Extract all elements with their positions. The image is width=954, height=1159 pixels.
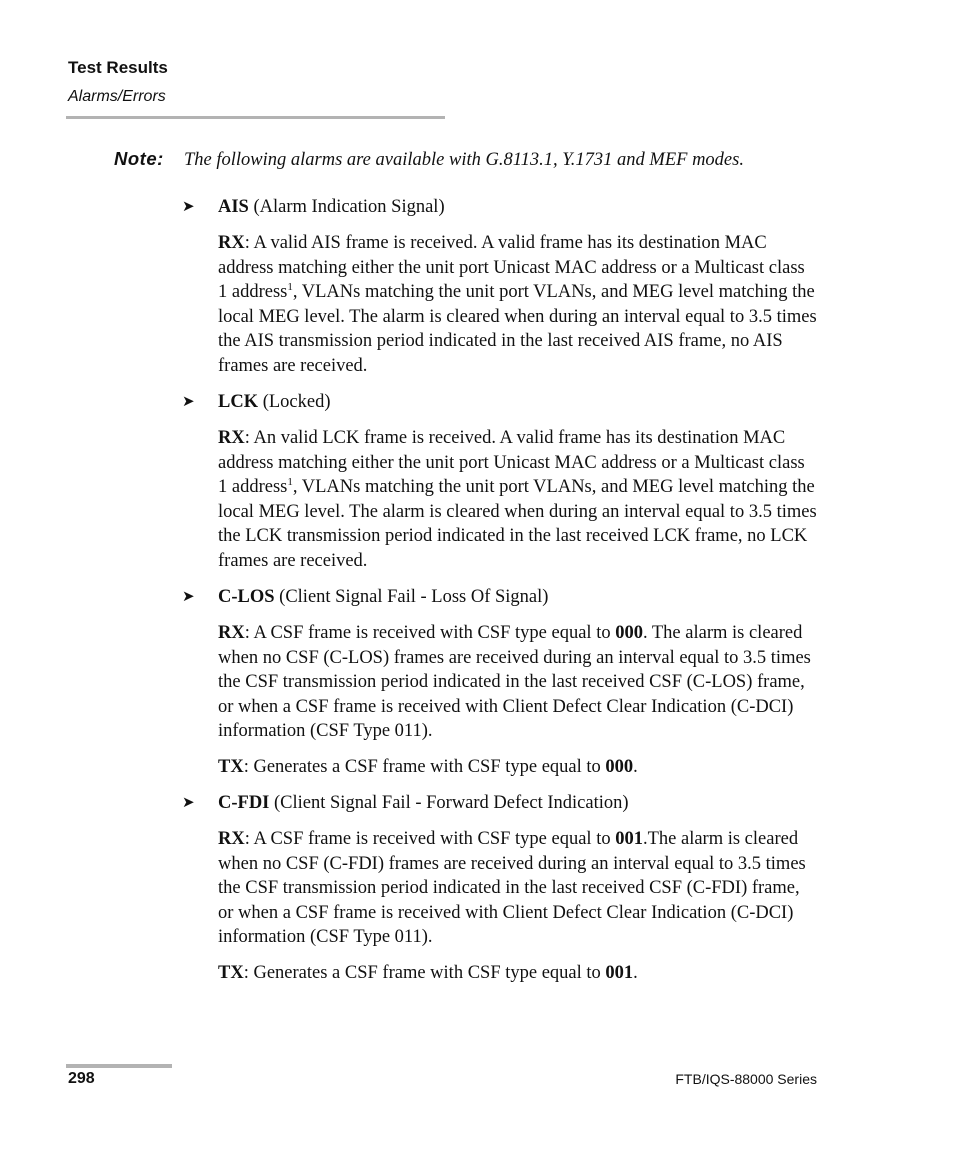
note <box>114 147 834 172</box>
alarm-code: LCK <box>218 392 259 412</box>
csf-type-value: 000 <box>605 757 634 777</box>
tx-text: . <box>633 963 638 983</box>
csf-type-value: 000 <box>615 623 643 643</box>
page-number: 298 <box>68 1070 95 1087</box>
footnote-marker: 1 <box>287 476 293 489</box>
tx-label: TX <box>218 963 244 983</box>
rx-text: , VLANs matching the unit port VLANs, and MEG level matching the local MEG level. The alarm is cleared when during an interval equal to 3.5 times the LCK transmission period indicated in the last received LCK frame, no LCK frames are received. <box>218 477 817 571</box>
alarm-code: AIS <box>218 197 249 217</box>
product-name: FTB/IQS-88000 Series <box>675 1071 817 1087</box>
note-label: Note: <box>114 148 164 169</box>
arrowhead-bullet-icon: ➤ <box>182 199 195 215</box>
rx-text: : An valid LCK frame is received. A valid frame has its destination MAC address matching either the unit port Unicast MAC address or a Multicast class 1 address <box>218 428 805 498</box>
alarm-tx-paragraph <box>218 755 818 780</box>
alarm-description: (Alarm Indication Signal) <box>253 197 445 217</box>
alarm-rx-paragraph <box>218 621 818 744</box>
rx-label: RX <box>218 623 245 643</box>
tx-text: : Generates a CSF frame with CSF type equal to <box>243 963 606 983</box>
arrowhead-bullet-icon: ➤ <box>182 795 195 811</box>
alarm-rx-paragraph <box>218 827 818 950</box>
csf-type-value: 001 <box>605 963 634 983</box>
alarm-code: C-FDI <box>218 793 270 813</box>
tx-text: . <box>633 757 638 777</box>
rx-label: RX <box>218 428 245 448</box>
csf-type-value: 001 <box>615 829 643 849</box>
header-rule <box>66 116 445 119</box>
alarm-description: (Locked) <box>262 392 331 412</box>
tx-text: : Generates a CSF frame with CSF type equal to <box>243 757 606 777</box>
rx-label: RX <box>218 233 245 253</box>
arrowhead-bullet-icon: ➤ <box>182 394 195 410</box>
rx-text: . The alarm is cleared when no CSF (C-LOS) frames are received during an interval equal to 3.5 times the CSF transmission period indicated in the last received CSF (C-LOS) frame, or when a CSF frame is received with Client Defect Clear Indication (C-DCI) information (CSF Type 011). <box>218 623 811 742</box>
alarm-rx-paragraph <box>218 231 818 379</box>
arrowhead-bullet-icon: ➤ <box>182 589 195 605</box>
footer-rule <box>66 1064 172 1068</box>
alarm-heading <box>218 195 445 219</box>
alarm-description: (Client Signal Fail - Forward Defect Indication) <box>274 793 629 813</box>
rx-text: : A CSF frame is received with CSF type equal to <box>244 829 616 849</box>
rx-text: : A valid AIS frame is received. A valid frame has its destination MAC address matching either the unit port Unicast MAC address or a Multicast class 1 address <box>218 233 805 303</box>
rx-label: RX <box>218 829 245 849</box>
note-text: The following alarms are available with G.8113.1, Y.1731 and MEF modes. <box>184 150 744 170</box>
alarm-description: (Client Signal Fail - Loss Of Signal) <box>279 587 549 607</box>
section-title: Test Results <box>68 58 168 77</box>
section-subtitle: Alarms/Errors <box>68 88 166 105</box>
footnote-marker: 1 <box>287 281 293 294</box>
rx-text: .The alarm is cleared when no CSF (C-FDI) frames are received during an interval equal to 3.5 times the CSF transmission period indicated in the last received CSF (C-FDI) frame, or when a CSF frame is received with Client Defect Clear Indication (C-DCI) information (CSF Type 011). <box>218 829 806 948</box>
alarm-heading <box>218 791 629 815</box>
alarm-rx-paragraph <box>218 426 818 574</box>
tx-label: TX <box>218 757 244 777</box>
rx-text: : A CSF frame is received with CSF type equal to <box>244 623 616 643</box>
rx-text: , VLANs matching the unit port VLANs, and MEG level matching the local MEG level. The alarm is cleared when during an interval equal to 3.5 times the AIS transmission period indicated in the last received AIS frame, no AIS frames are received. <box>218 282 817 376</box>
alarm-heading <box>218 390 331 414</box>
alarm-heading <box>218 585 548 609</box>
alarm-tx-paragraph <box>218 961 818 986</box>
alarm-code: C-LOS <box>218 587 275 607</box>
